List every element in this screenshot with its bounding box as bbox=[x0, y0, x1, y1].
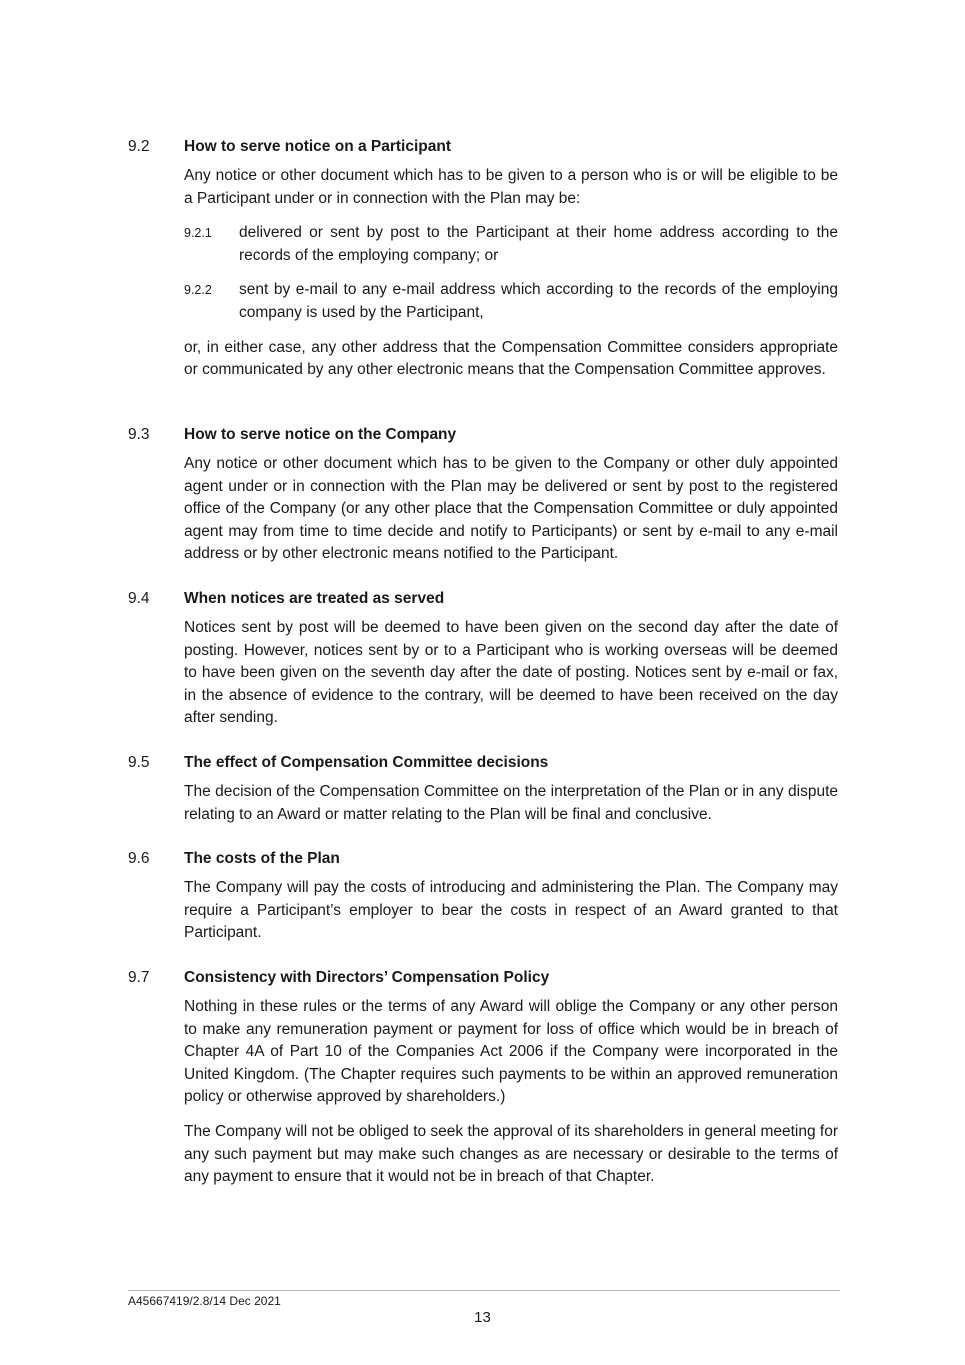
section-9-6 bbox=[128, 850, 838, 945]
section-number: 9.6 bbox=[128, 850, 150, 867]
section-body-1: Nothing in these rules or the terms of any Award will oblige the Company or any other person to make any remuneration payment or payment for loss of office which would be in breach of Chapter 4A of Part 10 of the Companies Act 2006 if the Company were incorporated in the United Kingdom. (The Chapter requires such payments to be within an approved remuneration policy or otherwise approved by shareholders.) bbox=[184, 998, 838, 1106]
section-intro: Any notice or other document which has to be given to a person who is or will be eligible to be a Participant under or in connection with the Plan may be: bbox=[184, 167, 838, 207]
subclause-text: sent by e-mail to any e-mail address which according to the records of the employing company is used by the Participant, bbox=[239, 281, 838, 321]
section-number: 9.5 bbox=[128, 754, 150, 771]
section-heading bbox=[128, 850, 838, 872]
section-9-3 bbox=[128, 426, 838, 566]
section-heading bbox=[128, 754, 838, 776]
section-number: 9.7 bbox=[128, 969, 150, 986]
section-9-2 bbox=[128, 138, 838, 382]
subclause-9-2-1 bbox=[184, 222, 838, 267]
section-title: Consistency with Directors’ Compensation Policy bbox=[184, 969, 550, 986]
page-number: 13 bbox=[474, 1309, 491, 1326]
section-9-5 bbox=[128, 754, 838, 826]
footer-divider bbox=[128, 1290, 840, 1291]
section-heading bbox=[128, 426, 838, 448]
section-heading bbox=[128, 969, 838, 991]
section-title: The effect of Compensation Committee decisions bbox=[184, 754, 549, 771]
section-body: Any notice or other document which has to be given to the Company or other duly appointed agent under or in connection with the Plan may be delivered or sent by post to the registered office of the Company (or any other place that the Compensation Committee or duly appointed agent may from time to time decide and notify to Participants) or sent by e-mail to any e-mail address or by other electronic means notified to the Participant. bbox=[184, 455, 838, 563]
section-title: When notices are treated as served bbox=[184, 590, 445, 607]
section-9-4 bbox=[128, 590, 838, 730]
section-body: The decision of the Compensation Committee on the interpretation of the Plan or in any dispute relating to an Award or matter relating to the Plan will be final and conclusive. bbox=[184, 783, 838, 823]
subclause-text: delivered or sent by post to the Participant at their home address according to the records of the employing company; or bbox=[239, 224, 838, 264]
section-body-2: The Company will not be obliged to seek the approval of its shareholders in general meeting for any such payment but may make such changes as are necessary or desirable to the terms of any payment to ensure that it would not be in breach of that Chapter. bbox=[184, 1122, 838, 1186]
section-heading bbox=[128, 138, 838, 160]
section-title: How to serve notice on a Participant bbox=[184, 138, 452, 155]
section-body: The Company will pay the costs of introducing and administering the Plan. The Company may require a Participant’s employer to bear the costs in respect of an Award granted to that Participant. bbox=[184, 879, 838, 942]
subclause-number: 9.2.2 bbox=[184, 283, 212, 298]
section-title: How to serve notice on the Company bbox=[184, 426, 457, 443]
section-number: 9.2 bbox=[128, 138, 150, 155]
section-9-7 bbox=[128, 969, 838, 1189]
section-closing: or, in either case, any other address that the Compensation Committee considers appropriate or communicated by any other electronic means that the Compensation Committee approves. bbox=[184, 338, 838, 379]
section-title: The costs of the Plan bbox=[184, 850, 340, 867]
subclause-9-2-2 bbox=[184, 279, 838, 324]
document-reference: A45667419/2.8/14 Dec 2021 bbox=[128, 1294, 281, 1308]
section-number: 9.3 bbox=[128, 426, 150, 443]
section-heading bbox=[128, 590, 838, 612]
subclause-number: 9.2.1 bbox=[184, 226, 212, 241]
section-number: 9.4 bbox=[128, 590, 150, 607]
section-body: Notices sent by post will be deemed to have been given on the second day after the date of posting. However, notices sent by or to a Participant who is working overseas will be deemed to have been given on the seventh day after the date of posting. Notices sent by e-mail or fax, in the absence of evidence to the contrary, will be deemed to have been received on the day after sending. bbox=[184, 619, 838, 727]
